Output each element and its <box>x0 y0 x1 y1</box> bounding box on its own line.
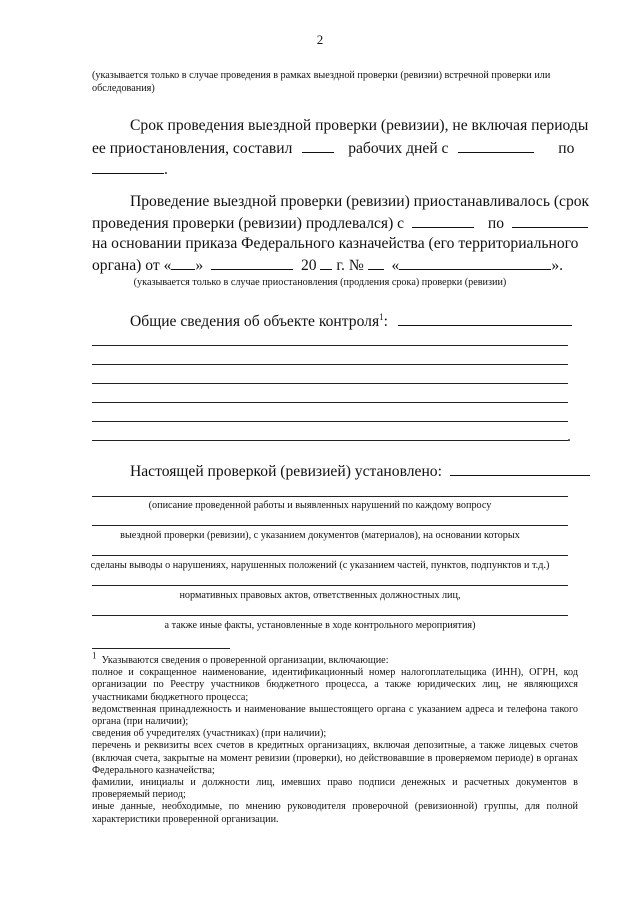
footnote-item-5: фамилии, инициалы и должности лиц, имевших право подписи денежных и расчетных документов в проверяемый период; <box>92 777 578 801</box>
order-title-open-quote: « <box>391 257 400 274</box>
findings-heading <box>130 462 590 481</box>
findings-line-5[interactable] <box>92 615 568 616</box>
findings-caption-3: сделаны выводы о нарушениях, нарушенных положений (с указанием частей, пунктов, подпунктов и т.д.) <box>90 560 550 571</box>
suspension-line4 <box>92 256 563 275</box>
order-title-blank[interactable] <box>399 256 551 270</box>
footnote-item-6: иные данные, необходимые, по мнению руководителя проверочной (ревизионной) группы, для полной характеристики проверенной организации. <box>92 801 578 825</box>
order-date-close-quote: » <box>195 257 204 274</box>
control-object-line-2[interactable] <box>92 364 568 365</box>
footnote-item-1: полное и сокращенное наименование, идентификационный номер налогоплательщика (ИНН), ОГРН, код организации по Реестру участников бюджетного процесса, а также юридических лиц, не являющихся участниками бюджетного процесса; <box>92 667 578 703</box>
footnote-mark: 1 <box>92 650 97 661</box>
footnote-item-2: ведомственная принадлежность и наименование вышестоящего органа с указанием адреса и телефона такого органа (при наличии); <box>92 703 578 728</box>
footnote-intro <box>92 650 578 667</box>
findings-caption-1: (описание проведенной работы и выявленных нарушений по каждому вопросу <box>148 500 492 511</box>
duration-text-a: ее приостановления, составил <box>92 140 293 157</box>
footnote-intro-text: Указываются сведения о проверенной организации, включающие: <box>101 655 389 666</box>
start-date-blank[interactable] <box>458 139 534 153</box>
findings-line-3[interactable] <box>92 555 568 556</box>
control-object-blank[interactable] <box>398 312 572 326</box>
footnote-separator <box>92 648 230 649</box>
suspension-line3: на основании приказа Федерального казначейства (его территориального <box>92 235 579 252</box>
control-object-line-1[interactable] <box>92 345 568 346</box>
page-number: 2 <box>316 32 324 47</box>
order-month-blank[interactable] <box>211 256 293 270</box>
intro-note-line2: обследования) <box>92 83 155 94</box>
duration-text-b: рабочих дней с <box>348 140 449 157</box>
intro-note-line1: (указывается только в случае проведения в рамках выездной проверки (ревизии) встречной проверки или <box>92 70 551 81</box>
duration-line3 <box>92 160 168 179</box>
suspension-line1: Проведение выездной проверки (ревизии) приостанавливалось (срок <box>130 193 590 210</box>
order-number-label: г. № <box>336 257 364 274</box>
order-year-blank[interactable] <box>320 256 332 270</box>
findings-line-1[interactable] <box>92 496 568 497</box>
suspension-text-b: по <box>487 215 505 232</box>
footnote-block <box>92 650 578 826</box>
order-date-open-quote: органа) от « <box>92 257 172 274</box>
findings-caption-2: выездной проверки (ревизии), с указанием документов (материалов), на основании которых <box>120 530 520 541</box>
findings-line-2[interactable] <box>92 525 568 526</box>
suspension-text-a: проведения проверки (ревизии) продлевался) с <box>92 215 405 232</box>
end-date-blank[interactable] <box>92 160 164 174</box>
duration-end-dot: . <box>164 161 168 178</box>
suspension-from-blank[interactable] <box>412 214 474 228</box>
control-object-colon: : <box>383 313 388 330</box>
order-day-blank[interactable] <box>171 256 195 270</box>
order-year-prefix: 20 <box>300 257 317 274</box>
findings-blank[interactable] <box>450 462 590 476</box>
footnote-ref: 1 <box>379 311 384 322</box>
suspension-line2 <box>92 214 588 233</box>
duration-line2 <box>92 139 574 158</box>
duration-text-c: по <box>558 140 575 157</box>
suspension-to-blank[interactable] <box>512 214 588 228</box>
order-title-close-quote: ». <box>551 257 564 274</box>
footnote-item-4: перечень и реквизиты всех счетов в кредитных организациях, включая депозитные, а также лицевых счетов (включая счета, закрытые на момент ревизии (проверки), но действовавшие в проверяемом периоде) в органах Федерального казначейства; <box>92 740 578 776</box>
control-object-line-4[interactable] <box>92 402 568 403</box>
control-object-heading <box>130 312 572 331</box>
findings-label: Настоящей проверкой (ревизией) установлено: <box>130 463 442 480</box>
control-object-line-6[interactable] <box>92 440 568 441</box>
suspension-note: (указывается только в случае приостановления (продления срока) проверки (ревизии) <box>133 277 507 288</box>
order-number-blank[interactable] <box>368 256 384 270</box>
control-object-line-3[interactable] <box>92 383 568 384</box>
days-count-blank[interactable] <box>302 139 334 153</box>
control-object-line-5[interactable] <box>92 421 568 422</box>
control-object-end-dot: . <box>567 428 571 445</box>
findings-caption-4: нормативных правовых актов, ответственных должностных лиц, <box>179 590 461 601</box>
footnote-item-3: сведения об учредителях (участниках) (при наличии); <box>92 728 327 740</box>
findings-line-4[interactable] <box>92 585 568 586</box>
findings-caption-5: а также иные факты, установленные в ходе контрольного мероприятия) <box>164 620 476 631</box>
control-object-label: Общие сведения об объекте контроля <box>130 313 380 330</box>
duration-line1: Срок проведения выездной проверки (ревизии), не включая периоды <box>130 117 589 134</box>
